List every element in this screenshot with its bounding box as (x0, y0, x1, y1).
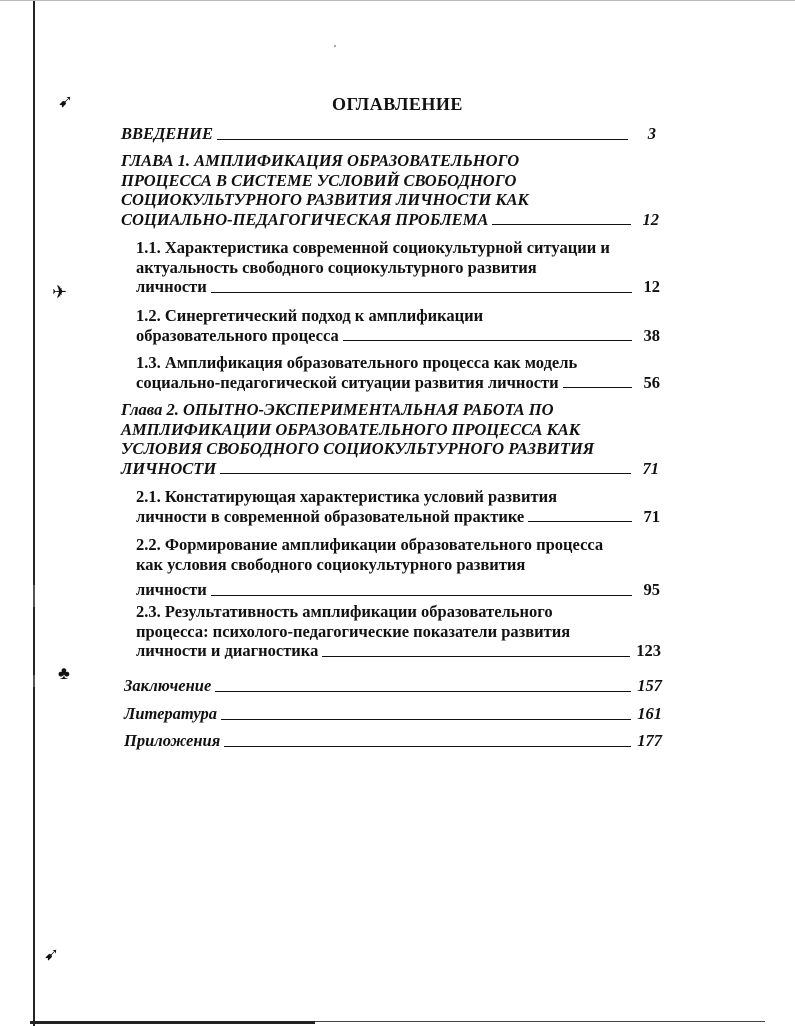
toc-entry-title: социально-педагогической ситуации развития личности (136, 372, 559, 392)
toc-entry-title: Литература (124, 704, 217, 723)
toc-leader (343, 340, 632, 341)
toc-entry-line: 2.3. Результативность амплификации образовательного (136, 602, 553, 621)
toc-entry-line: 2.1. Констатирующая характеристика условий развития (136, 487, 558, 506)
toc-entry-title: Заключение (124, 676, 212, 695)
toc-entry-section-2-1 (136, 487, 660, 526)
toc-page-number: 71 (642, 458, 659, 478)
toc-entry-line: 1.1. Характеристика современной социокультурной ситуации и (136, 238, 610, 257)
toc-leader (224, 746, 631, 747)
toc-entry-line: ГЛАВА 1. АМПЛИФИКАЦИЯ ОБРАЗОВАТЕЛЬНОГО (121, 151, 520, 170)
toc-entry-title: личности (136, 277, 207, 297)
toc-leader (322, 656, 630, 657)
toc-entry-chapter-1 (121, 151, 659, 229)
toc-entry-chapter-2 (121, 400, 659, 478)
toc-entry-title: образовательного процесса (136, 325, 339, 345)
toc-entry-title: Приложения (124, 731, 221, 750)
page-title: ОГЛАВЛЕНИЕ (332, 94, 463, 114)
toc-leader (563, 387, 632, 388)
toc-leader (528, 521, 632, 522)
speck (334, 45, 336, 47)
toc-entry-line: УСЛОВИЯ СВОБОДНОГО СОЦИОКУЛЬТУРНОГО РАЗВИТИЯ (121, 439, 595, 459)
toc-entry-line: СОЦИОКУЛЬТУРНОГО РАЗВИТИЯ ЛИЧНОСТИ КАК (121, 190, 529, 210)
toc-entry-line: процесса: психолого-педагогические показатели развития (136, 621, 571, 641)
toc-leader (211, 292, 632, 293)
toc-page-number: 177 (637, 731, 662, 750)
toc-entry-line: 1.3. Амплификация образовательного процесса как модель (136, 353, 578, 372)
toc-leader (221, 719, 631, 720)
toc-entry-section-1-2 (136, 306, 660, 345)
toc-entry-section-1-1 (136, 238, 660, 297)
bird-mark-icon: ✈ (52, 282, 68, 302)
toc-page-number: 3 (647, 124, 656, 143)
toc-page-number: 123 (636, 641, 661, 661)
toc-leader (220, 473, 631, 474)
scan-left-border (33, 0, 35, 1026)
toc-entry-section-2-3 (136, 602, 661, 661)
toc-entry-title: СОЦИАЛЬНО-ПЕДАГОГИЧЕСКАЯ ПРОБЛЕМА (121, 209, 489, 229)
toc-entry-line: АМПЛИФИКАЦИИ ОБРАЗОВАТЕЛЬНОГО ПРОЦЕССА КАК (121, 419, 580, 439)
toc-entry-intro (121, 124, 656, 144)
toc-page-number: 12 (642, 209, 659, 229)
toc-page-number: 71 (643, 506, 660, 526)
bird-mark-icon: ➹ (44, 944, 60, 964)
toc-entry-line: как условия свободного социокультурного развития (136, 554, 526, 574)
toc-page-number: 161 (637, 704, 662, 723)
toc-leader (492, 224, 631, 225)
toc-entry-appendix (124, 731, 662, 751)
scan-left-tick (33, 585, 35, 607)
toc-entry-line: актуальность свободного социокультурного развития (136, 257, 537, 277)
toc-entry-section-1-3 (136, 353, 660, 392)
toc-leader (217, 139, 628, 140)
toc-entry-conclusion (124, 676, 662, 696)
bird-mark-icon: ♣ (58, 663, 70, 683)
toc-entry-title: личности (136, 580, 207, 600)
toc-entry-title: личности в современной образовательной практике (136, 506, 525, 526)
toc-page-number: 95 (643, 580, 660, 600)
toc-entry-title: ВВЕДЕНИЕ (121, 124, 213, 143)
toc-page-number: 38 (643, 325, 660, 345)
bird-mark-icon: ➹ (58, 91, 74, 111)
scan-left-tick (33, 675, 35, 687)
toc-page-number: 56 (643, 372, 660, 392)
toc-page-number: 12 (643, 277, 660, 297)
toc-entry-line: ПРОЦЕССА В СИСТЕМЕ УСЛОВИЙ СВОБОДНОГО (121, 170, 517, 190)
toc-entry-title: личности и диагностика (136, 641, 319, 661)
toc-page-number: 157 (637, 676, 662, 695)
toc-entry-title: ЛИЧНОСТИ (121, 458, 217, 478)
scan-top-line (0, 0, 795, 1)
toc-entry-line: 2.2. Формирование амплификации образовательного процесса (136, 535, 604, 554)
toc-leader (211, 595, 632, 596)
scan-bottom-line-thick (30, 1021, 315, 1024)
toc-entry-literature (124, 704, 662, 724)
toc-entry-line: 1.2. Синергетический подход к амплификации (136, 306, 484, 325)
toc-entry-line: Глава 2. ОПЫТНО-ЭКСПЕРИМЕНТАЛЬНАЯ РАБОТА ПО (121, 400, 554, 419)
toc-entry-section-2-2 (136, 535, 660, 600)
toc-leader (215, 691, 631, 692)
